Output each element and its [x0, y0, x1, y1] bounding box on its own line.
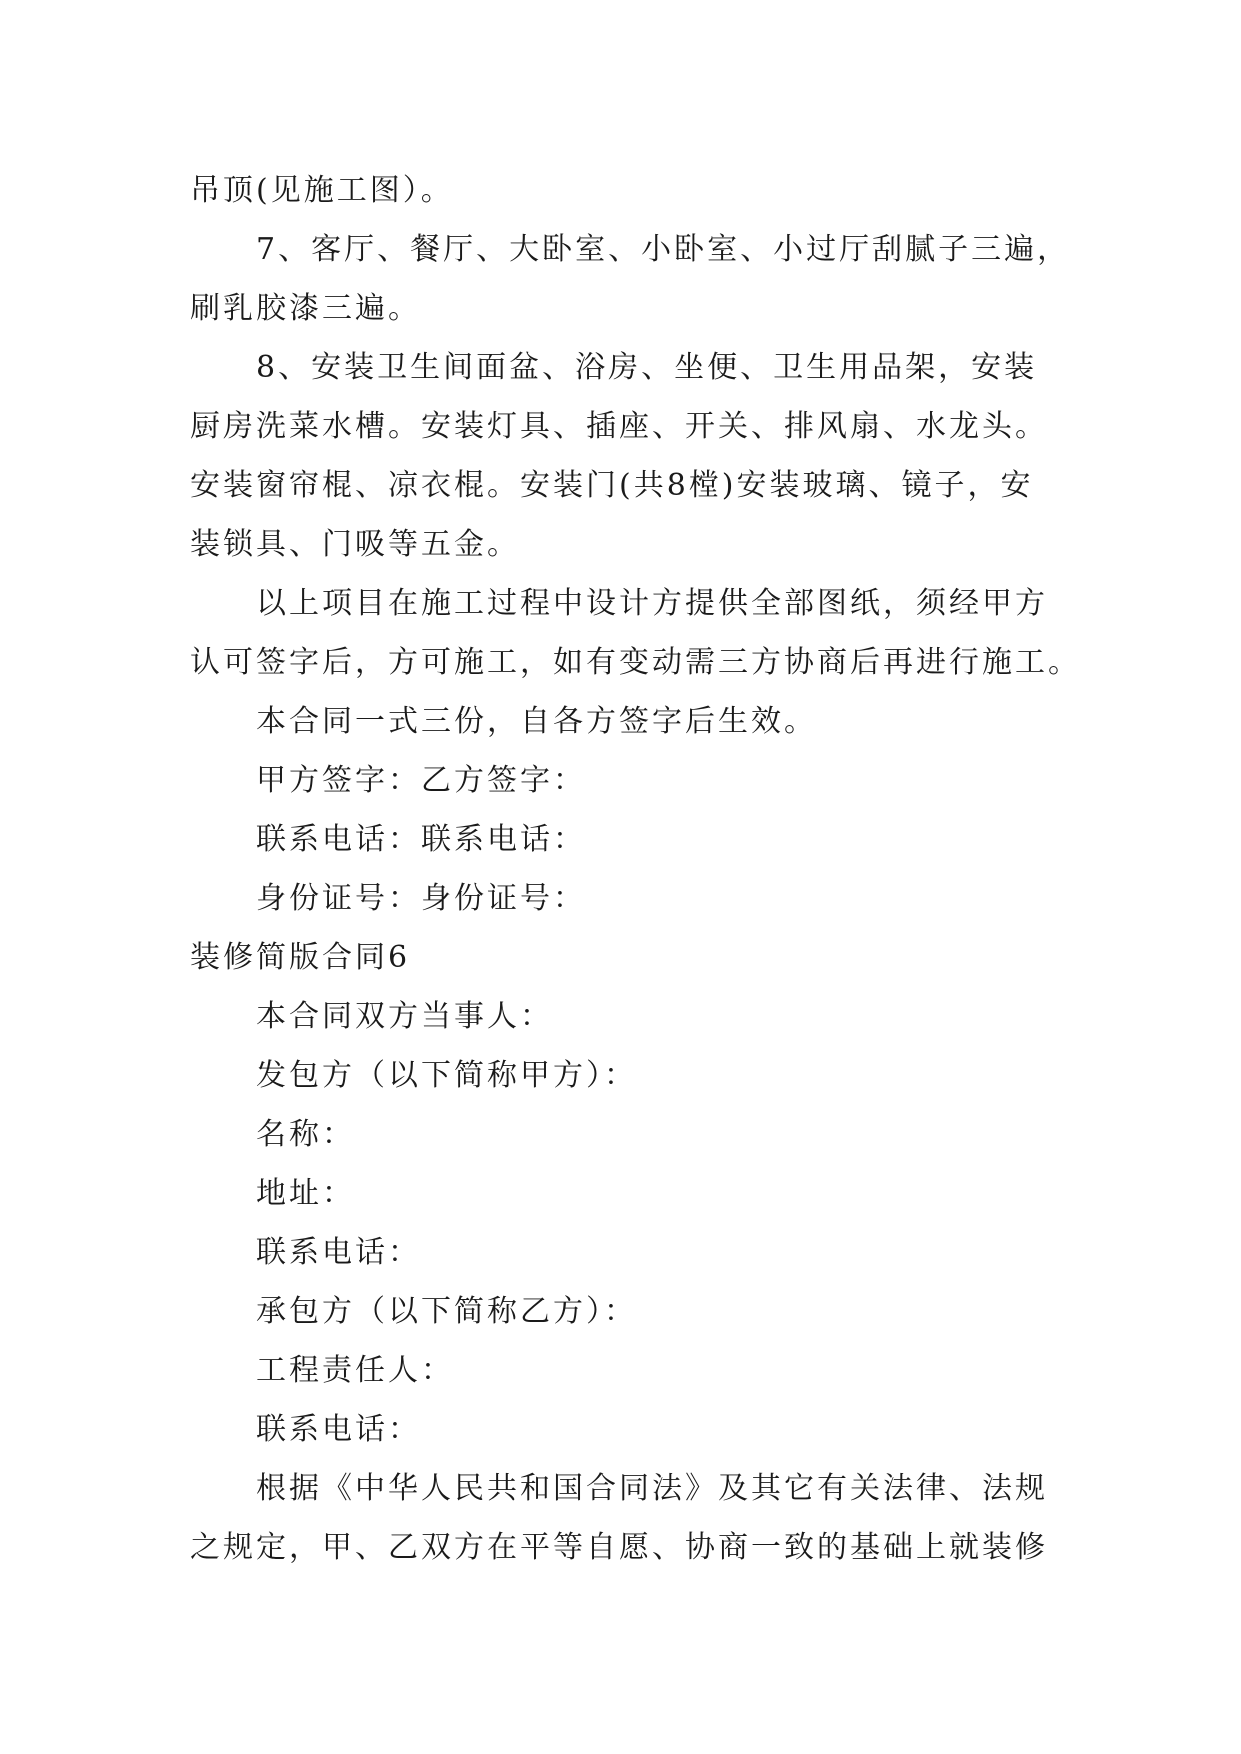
id-number-line: 身份证号：身份证号： — [256, 881, 586, 916]
section-heading: 装修简版合同6 — [190, 940, 411, 975]
text-line: 根据《中华人民共和国合同法》及其它有关法律、法规 — [256, 1471, 1048, 1506]
text-line: 8、安装卫生间面盆、浴房、坐便、卫生用品架，安装 — [256, 350, 1038, 385]
document-body — [190, 161, 1081, 1577]
text-line: 刷乳胶漆三遍。 — [190, 291, 421, 326]
text-line: 之规定，甲、乙双方在平等自愿、协商一致的基础上就装修 — [190, 1530, 1048, 1565]
text-line: 装锁具、门吸等五金。 — [190, 527, 520, 562]
text-line: 厨房洗菜水槽。安装灯具、插座、开关、排风扇、水龙头。 — [190, 409, 1048, 444]
signature-line: 甲方签字：乙方签字： — [256, 763, 586, 798]
text-line: 本合同一式三份，自各方签字后生效。 — [256, 704, 817, 739]
text-line: 以上项目在施工过程中设计方提供全部图纸，须经甲方 — [256, 586, 1048, 621]
name-field-line: 名称： — [256, 1117, 355, 1152]
text-line: 7、客厅、餐厅、大卧室、小卧室、小过厅刮腻子三遍， — [256, 232, 1071, 267]
address-field-line: 地址： — [256, 1176, 355, 1211]
text-line: 吊顶(见施工图）。 — [190, 173, 454, 208]
phone-field-line: 联系电话： — [256, 1412, 421, 1447]
party-b-line: 承包方（以下简称乙方）： — [256, 1294, 637, 1329]
party-a-line: 发包方（以下简称甲方）： — [256, 1058, 637, 1093]
phone-line: 联系电话：联系电话： — [256, 822, 586, 857]
phone-field-line: 联系电话： — [256, 1235, 421, 1270]
text-line: 安装窗帘棍、凉衣棍。安装门(共8樘)安装玻璃、镜子，安 — [190, 468, 1034, 503]
responsible-person-line: 工程责任人： — [256, 1353, 454, 1388]
text-line: 认可签字后，方可施工，如有变动需三方协商后再进行施工。 — [190, 645, 1081, 680]
text-line: 本合同双方当事人： — [256, 999, 553, 1034]
